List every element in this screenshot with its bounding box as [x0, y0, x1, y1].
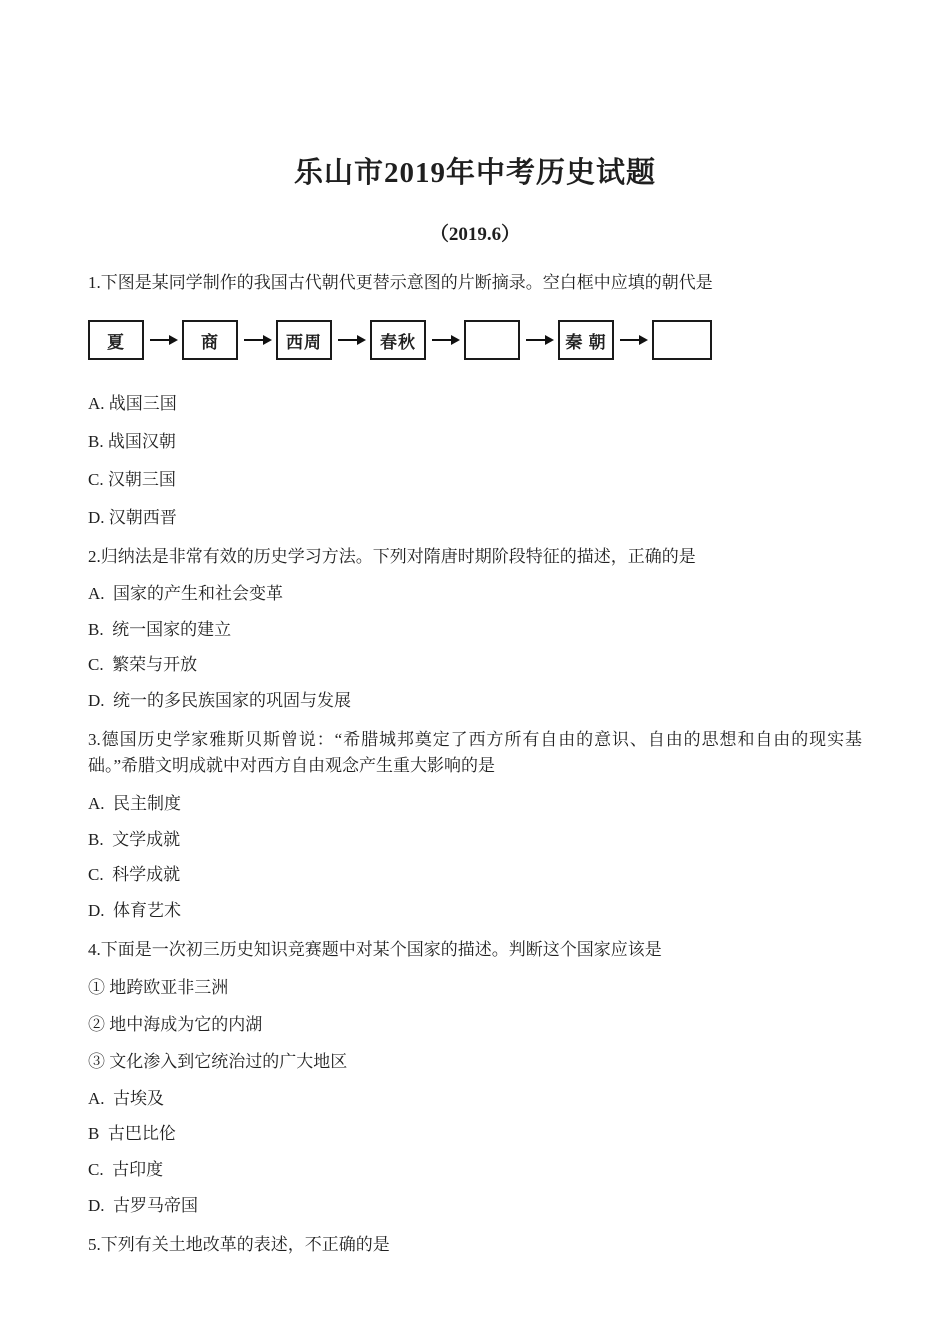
flowchart-box-chunqiu: 春秋 — [370, 320, 426, 360]
page-title: 乐山市2019年中考历史试题 — [293, 157, 656, 189]
option-a: A. 战国三国 — [88, 394, 177, 414]
right-arrow-icon — [526, 339, 552, 341]
right-arrow-icon — [620, 339, 646, 341]
right-arrow-icon — [432, 339, 458, 341]
clue-3: ③ 文化渗入到它统治过的广大地区 — [88, 1051, 348, 1071]
flowchart-box-blank-2 — [652, 320, 712, 360]
option-d: D. 体育艺术 — [88, 901, 182, 921]
option-d: D. 古罗马帝国 — [88, 1196, 199, 1216]
question-3 — [88, 727, 862, 923]
question-4 — [88, 937, 862, 1218]
right-arrow-icon — [338, 339, 364, 341]
option-c: C. 汉朝三国 — [88, 469, 176, 489]
clue-1: ① 地跨欧亚非三洲 — [88, 978, 229, 998]
option-b: B. 战国汉朝 — [88, 432, 176, 452]
option-d: D. 汉朝西晋 — [88, 507, 177, 527]
question-4-options — [88, 1087, 862, 1218]
flowchart-box-xizhou: 西周 — [276, 320, 332, 360]
question-2-options — [88, 582, 862, 713]
flowchart-box-shang: 商 — [182, 320, 238, 360]
option-d: D. 统一的多民族国家的巩固与发展 — [88, 691, 352, 711]
question-2-text: 2.归纳法是非常有效的历史学习方法。下列对隋唐时期阶段特征的描述，正确的是 — [88, 546, 696, 566]
question-1 — [88, 270, 862, 530]
right-arrow-icon — [150, 339, 176, 341]
clue-2: ② 地中海成为它的内湖 — [88, 1015, 263, 1035]
question-5-text: 5.下列有关土地改革的表述，不正确的是 — [88, 1234, 390, 1254]
question-3-text: 3.德国历史学家雅斯贝斯曾说：“希腊城邦奠定了西方所有自由的意识、自由的思想和自由的现实基础。”希腊文明成就中对西方自由观念产生重大影响的是 — [88, 730, 862, 776]
date-subtitle: （2019.6） — [429, 224, 521, 245]
option-c: C. 繁荣与开放 — [88, 655, 198, 675]
question-4-text: 4.下面是一次初三历史知识竞赛题中对某个国家的描述。判断这个国家应该是 — [88, 939, 662, 959]
right-arrow-icon — [244, 339, 270, 341]
question-2 — [88, 544, 862, 714]
question-5 — [88, 1232, 862, 1258]
flowchart-box-xia: 夏 — [88, 320, 144, 360]
option-b: B. 统一国家的建立 — [88, 619, 232, 639]
option-b: B 古巴比伦 — [88, 1124, 176, 1144]
question-3-options — [88, 792, 862, 923]
dynasty-flowchart — [88, 320, 862, 360]
question-4-clues — [88, 976, 862, 1073]
option-a: A. 国家的产生和社会变革 — [88, 583, 284, 603]
option-c: C. 科学成就 — [88, 865, 181, 885]
option-a: A. 民主制度 — [88, 793, 182, 813]
option-a: A. 古埃及 — [88, 1088, 165, 1108]
option-c: C. 古印度 — [88, 1160, 164, 1180]
flowchart-box-blank-1 — [464, 320, 520, 360]
option-b: B. 文学成就 — [88, 829, 181, 849]
question-1-text: 1.下图是某同学制作的我国古代朝代更替示意图的片断摘录。空白框中应填的朝代是 — [88, 273, 713, 292]
flowchart-box-qin: 秦 朝 — [558, 320, 614, 360]
question-1-options — [88, 392, 862, 529]
